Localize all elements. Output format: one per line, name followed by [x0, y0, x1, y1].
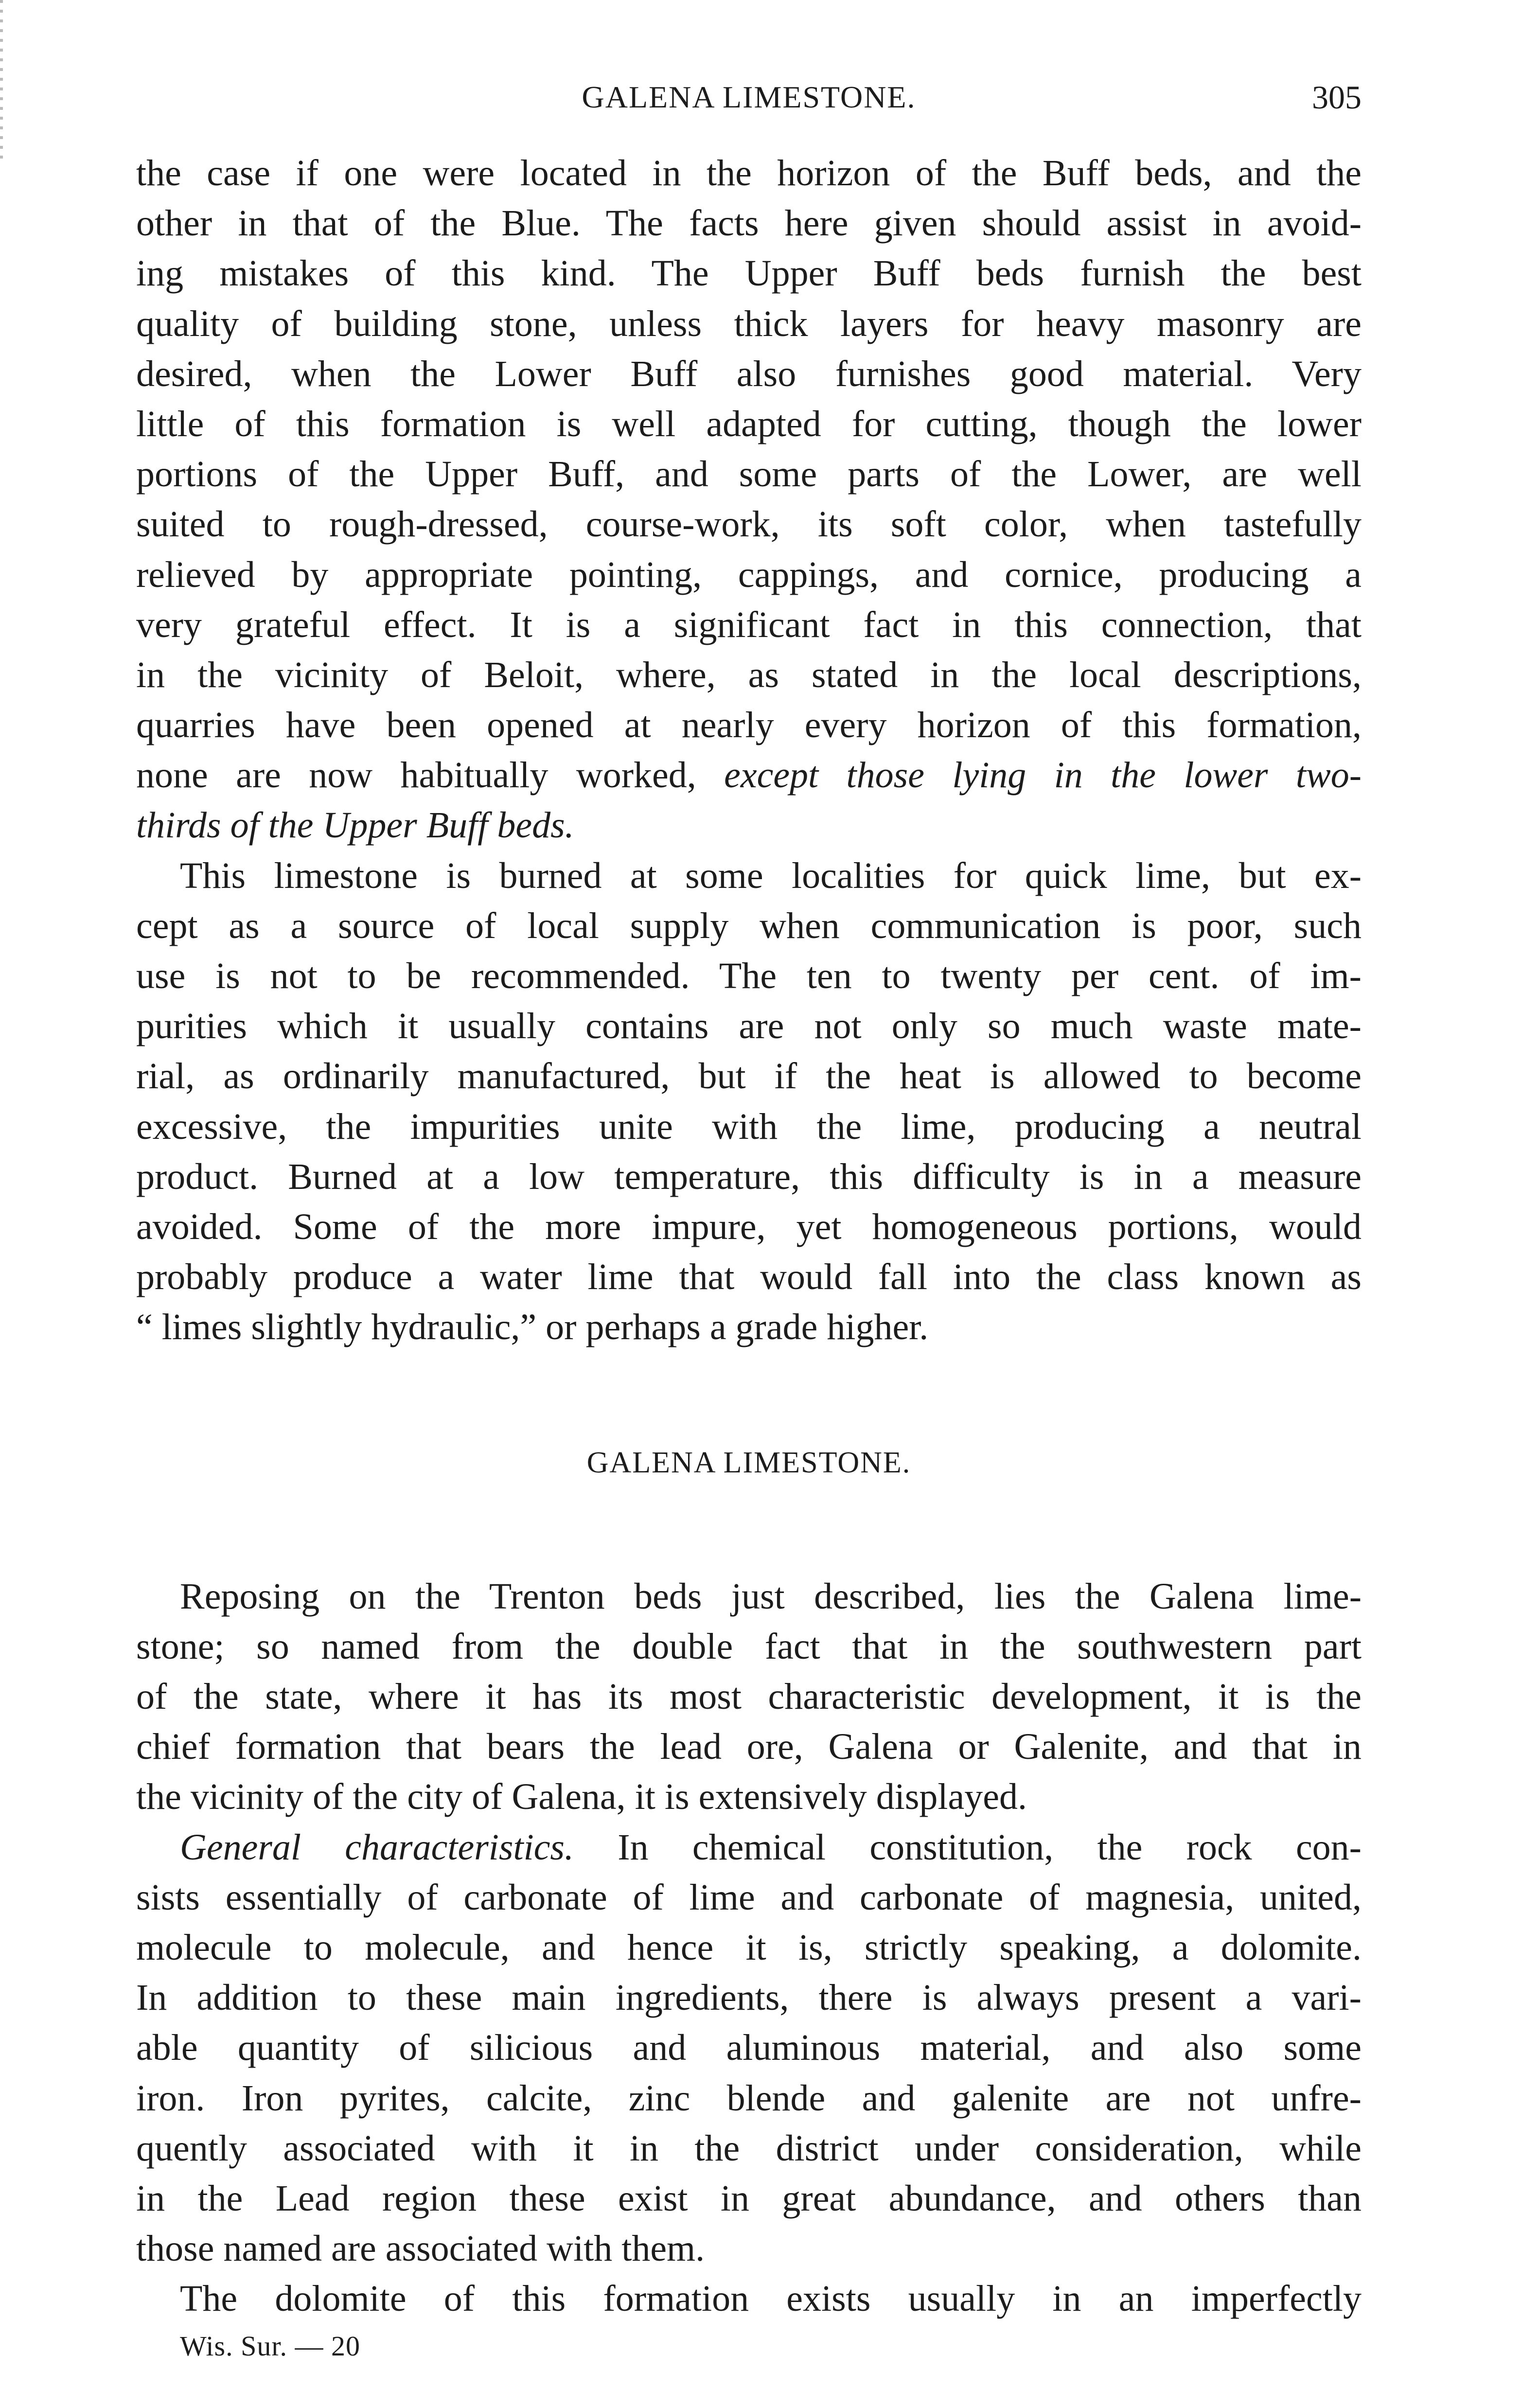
text-line: use is not to be recommended. The ten to twenty per cent. of im- — [136, 956, 1362, 996]
section-heading: GALENA LIMESTONE. — [586, 1446, 911, 1479]
text-line: iron. Iron pyrites, calcite, zinc blende and galenite are not unfre- — [136, 2077, 1362, 2119]
page-number: 305 — [1312, 79, 1362, 116]
text-line — [136, 800, 1362, 850]
text-line: portions of the Upper Buff, and some parts of the Lower, are well — [136, 454, 1362, 495]
text-line: ing mistakes of this kind. The Upper Buff beds furnish the best — [136, 253, 1362, 294]
signature-mark: Wis. Sur. — 20 — [180, 2330, 360, 2362]
text-line: in the vicinity of Beloit, where, as stated in the local descriptions, — [136, 654, 1362, 695]
text-line: quality of building stone, unless thick layers for heavy masonry are — [136, 303, 1362, 344]
text-line: very grateful effect. It is a significant fact in this connection, that — [136, 604, 1362, 645]
text-line: The dolomite of this formation exists usually in an imperfectly — [180, 2278, 1362, 2319]
page-edge-marks — [0, 0, 3, 165]
paragraph-building-stone — [136, 148, 1362, 851]
running-header — [136, 68, 1362, 126]
text-line: excessive, the impurities unite with the lime, producing a neutral — [136, 1106, 1362, 1147]
text-line: avoided. Some of the more impure, yet homogeneous portions, would — [136, 1206, 1362, 1247]
text-line: desired, when the Lower Buff also furnishes good material. Very — [136, 353, 1362, 394]
text-line: stone; so named from the double fact that in the southwestern part — [136, 1626, 1362, 1667]
text-line: able quantity of silicious and aluminous material, and also some — [136, 2027, 1362, 2069]
text-line: rial, as ordinarily manufactured, but if the heat is allowed to become — [136, 1056, 1362, 1097]
page-body — [136, 148, 1362, 2368]
text-line: sists essentially of carbonate of lime and carbonate of magnesia, united, — [136, 1877, 1362, 1918]
text-line: the case if one were located in the horizon of the Buff beds, and the — [136, 153, 1362, 194]
paragraph-general-characteristics — [136, 1823, 1362, 2274]
text-line: probably produce a water lime that would fall into the class known as — [136, 1257, 1362, 1298]
text-line: quarries have been opened at nearly every horizon of this formation, — [136, 705, 1362, 746]
text-line: in the Lead region these exist in great abundance, and others than — [136, 2178, 1362, 2219]
text-line: quently associated with it in the district under consideration, while — [136, 2127, 1362, 2169]
text-line: suited to rough-dressed, course-work, its soft color, when tastefully — [136, 504, 1362, 545]
text-span: In chemical constitution, the rock con- — [574, 1826, 1362, 1868]
section-spacer — [136, 1488, 1362, 1572]
text-line: In addition to these main ingredients, there is always present a vari- — [136, 1977, 1362, 2018]
text-line: those named are associated with them. — [136, 2228, 705, 2269]
text-line — [136, 750, 1362, 800]
italic-emphasis: General characteristics. — [180, 1826, 574, 1868]
text-line: “ limes slightly hydraulic,” or perhaps a grade higher. — [136, 1307, 929, 1348]
text-line: product. Burned at a low temperature, this difficulty is in a measure — [136, 1156, 1362, 1197]
text-line: the vicinity of the city of Galena, it is extensively displayed. — [136, 1776, 1027, 1818]
text-line: little of this formation is well adapted for cutting, though the lower — [136, 403, 1362, 444]
paragraph-galena-intro — [136, 1572, 1362, 1823]
text-span: none are now habitually worked, — [136, 755, 725, 796]
text-line: of the state, where it has its most characteristic development, it is the — [136, 1676, 1362, 1717]
italic-emphasis: except those lying in the lower two- — [724, 755, 1362, 796]
text-line: relieved by appropriate pointing, cappings, and cornice, producing a — [136, 554, 1362, 595]
paragraph-dolomite — [136, 2274, 1362, 2324]
text-line: molecule to molecule, and hence it is, strictly speaking, a dolomite. — [136, 1927, 1362, 1968]
text-line: Reposing on the Trenton beds just described, lies the Galena lime- — [180, 1576, 1362, 1617]
italic-emphasis: thirds of the Upper Buff beds. — [136, 805, 574, 846]
text-line: cept as a source of local supply when communication is poor, such — [136, 905, 1362, 946]
text-line — [136, 1823, 1362, 1873]
text-line: purities which it usually contains are not only so much waste mate- — [136, 1006, 1362, 1047]
text-line: This limestone is burned at some localities for quick lime, but ex- — [180, 855, 1362, 896]
text-line: other in that of the Blue. The facts here given should assist in avoid- — [136, 203, 1362, 244]
paragraph-quick-lime — [136, 851, 1362, 1353]
running-title: GALENA LIMESTONE. — [582, 80, 916, 114]
text-line: chief formation that bears the lead ore, Galena or Galenite, and that in — [136, 1726, 1362, 1768]
section-spacer — [136, 1353, 1362, 1438]
